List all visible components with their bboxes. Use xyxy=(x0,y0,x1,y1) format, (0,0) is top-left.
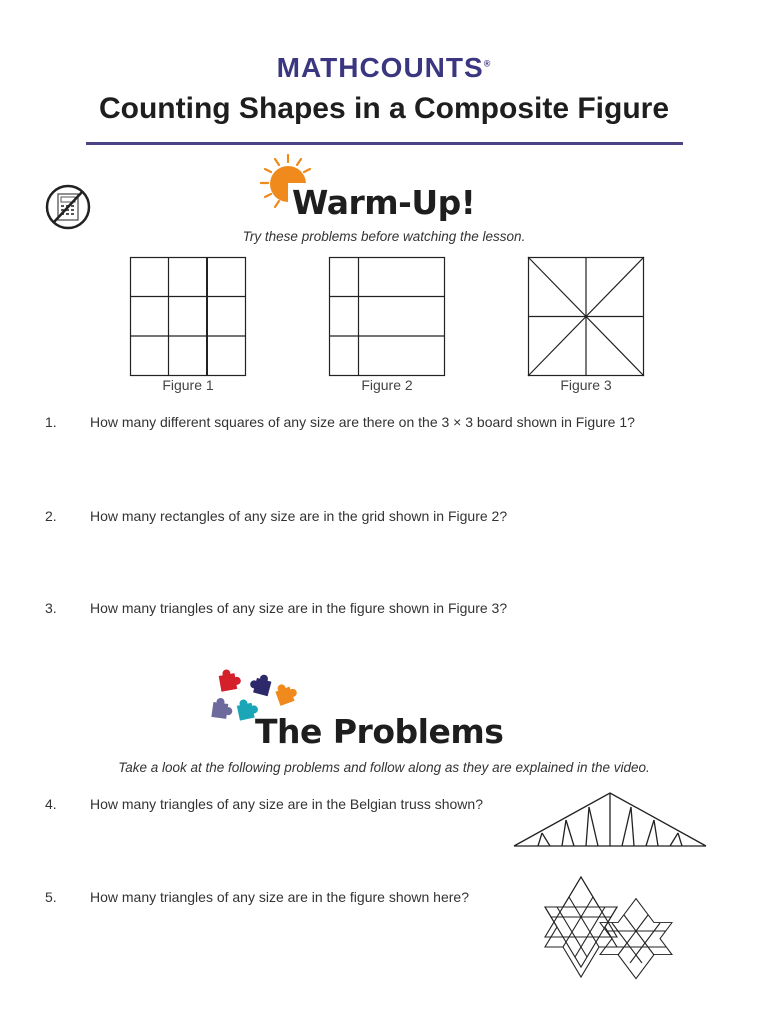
logo-registered-mark: ® xyxy=(483,58,492,69)
figure-1-label: Figure 1 xyxy=(162,377,214,393)
puzzle-piece-purple xyxy=(211,697,234,720)
belgian-truss-figure xyxy=(512,790,708,850)
question-4-number: 4. xyxy=(45,796,57,812)
mathcounts-logo xyxy=(0,52,768,84)
figure-3-square xyxy=(528,257,644,376)
question-2-text: How many rectangles of any size are in the grid shown in Figure 2? xyxy=(90,508,508,524)
warmup-heading: Warm-Up! xyxy=(292,183,476,222)
title-divider xyxy=(86,142,683,145)
puzzle-piece-red xyxy=(218,667,242,691)
question-5-text: How many triangles of any size are in the figure shown here? xyxy=(90,889,469,905)
puzzle-piece-orange xyxy=(274,680,300,706)
no-calculator-icon xyxy=(44,183,92,231)
figure-2-label: Figure 2 xyxy=(361,377,413,393)
warmup-intro: Try these problems before watching the lesson. xyxy=(242,229,526,244)
figure-3-label: Figure 3 xyxy=(560,377,612,393)
question-3-text: How many triangles of any size are in the figure shown in Figure 3? xyxy=(90,600,508,616)
page-title: Counting Shapes in a Composite Figure xyxy=(98,92,670,125)
figure-2-grid xyxy=(329,257,445,376)
logo-text: MATHCOUNTS xyxy=(276,52,484,83)
problems-heading: The Problems xyxy=(255,712,504,751)
star-triangles-figure xyxy=(545,875,675,980)
question-2-number: 2. xyxy=(45,508,57,524)
question-5-number: 5. xyxy=(45,889,57,905)
question-4-text: How many triangles of any size are in the Belgian truss shown? xyxy=(90,796,483,812)
question-3-number: 3. xyxy=(45,600,57,616)
figure-1-grid xyxy=(130,257,246,376)
question-1-text: How many different squares of any size are there on the 3 × 3 board shown in Figure 1? xyxy=(90,414,635,430)
question-1-number: 1. xyxy=(45,414,57,430)
puzzle-piece-navy xyxy=(248,672,272,696)
problems-intro: Take a look at the following problems and follow along as they are explained in the video. xyxy=(118,760,650,775)
